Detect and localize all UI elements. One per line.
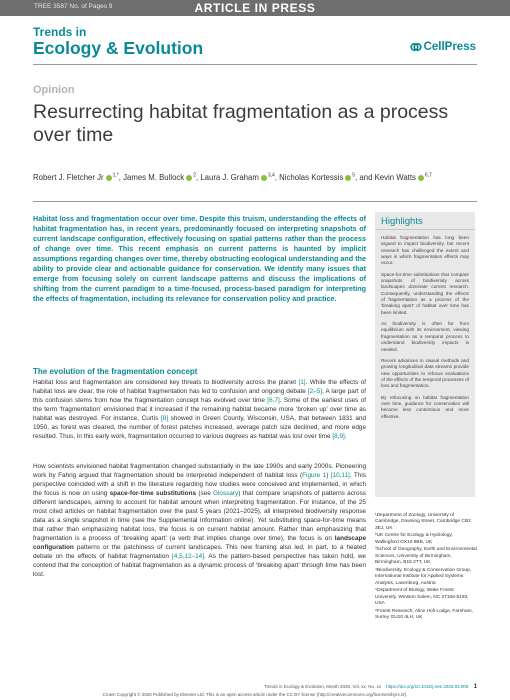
manuscript-id: TREE 3587 No. of Pages 9	[34, 3, 113, 10]
affiliation-item: ⁶Forest Research, Alice Holt Lodge, Farnham, Surrey GU10 4LH, UK	[375, 608, 473, 621]
footer-copyright: Crown Copyright © 2026 Published by Elsevier Ltd. This is an open access article under the CC BY license (http://creativecommons.org/licenses/by/4.0/).	[102, 692, 408, 697]
journal-name-line1: Trends in	[33, 25, 87, 39]
cellpress-icon	[410, 41, 422, 53]
citation-link[interactable]: [6,7]	[267, 396, 280, 404]
author-name: Kevin Watts	[374, 173, 416, 182]
author-separator: ,	[274, 173, 280, 182]
section-heading: The evolution of the fragmentation concept	[33, 367, 198, 376]
top-bar	[0, 0, 510, 16]
article-type: Opinion	[33, 84, 75, 96]
affiliation-item: ²UK Centre for Ecology & Hydrology, Wallingford OX10 8BB, UK	[375, 533, 453, 545]
body-text: How scientists envisioned habitat fragmentation changed substantially in the late 1990s and early 2000s. Pioneering work by Fahrig argued that fragmentation should be interpreted independent of habitat loss (	[33, 463, 366, 479]
footer-doi-link[interactable]: https://doi.org/10.1016/j.tree.2026.03.009	[386, 684, 469, 689]
body-text: (see	[196, 489, 214, 497]
author-affiliation-marker: 5	[352, 172, 356, 179]
page-footer	[33, 684, 477, 697]
body-text: . This perspective coincided with a shift in the literature regarding how studies were conceived and implemented, in which the focus is now on using	[33, 471, 366, 497]
affiliation-item: ³School of Geography, Earth and Environmental Sciences, University of Birmingham, Birmingham, B15 2TT, UK	[375, 547, 477, 566]
body-text: showed in Green County, Wisconsin, USA, that between 1831 and 1950, as forest was cleared, the number of forest patches increased, average patch size declined, and more edge resulted. Thus, in this early work, fragmentation occurred to various degrees as habitat was lost over time	[33, 414, 367, 440]
body-text: .	[344, 432, 347, 440]
abstract: Habitat loss and fragmentation occur over time. Despite this truism, understanding the effects of habitat fragmentation has, in recent years, predominantly focused on interpreting snapshots of current landscape configuration, effectively focusing on spatial patterns rather than the process of change over time. This recent emphasis on current patterns is haunted by implicit assumptions regarding changes over time, thereby obstructing ecological understanding and the ability to provide clear and actionable guidance for conservation. We identify many issues that emerge from focusing solely on current landscape patterns and discuss the implications of shifting from the current paradigm to a time-focused, process-based paradigm for interpreting the effects of fragmentation, including its relevance for conservation policy and practice.	[33, 214, 366, 303]
citation-link[interactable]: [8]	[160, 414, 169, 422]
body-paragraph-1	[33, 379, 366, 442]
author-separator: , and	[355, 173, 375, 182]
citation-link[interactable]: [1]	[298, 379, 306, 386]
author-name: Nicholas Kortessis	[279, 173, 344, 182]
body-text: Habitat loss and fragmentation are considered key threats to biodiversity across the planet	[33, 379, 299, 386]
body-text: . A large part of this confusion stems from how the fragmentation concept has evolved over time	[33, 387, 366, 404]
authors-divider	[33, 201, 477, 202]
affiliations	[375, 513, 477, 623]
body-text: ) that compare snapshots of patterns across different landscapes, aiming to account for habitat amount when interpreting fragmentation. For instance, of the 25 most cited articles on habitat fragmentation over the past 5 years (2021–2025), all interpreted biodiversity response data as a single snapshot in time (see the Supplemental Information online). Yet substituting space-for-time means that rather than emphasizing habitat loss, the focus is on current habitat amount. Rather than emphasizing that fragmentation is a process of ‘breaking apart’ (a verb that implies change over time), the focus is on	[33, 489, 366, 542]
orcid-icon[interactable]	[418, 175, 424, 181]
publisher-name: CellPress	[423, 41, 476, 53]
footer-citation: Trends in Ecology & Evolution, Month 2026, Vol. xx, No. xx	[263, 684, 382, 689]
journal-name	[33, 26, 203, 57]
highlights-heading: Highlights	[375, 212, 475, 230]
author-list	[33, 172, 477, 184]
author-affiliation-marker: 3,4	[267, 172, 275, 179]
body-text: patterns or the patchiness of current landscapes. This new framing also led, in part, to a heated debate on the effects of habitat fragmentation	[33, 543, 366, 560]
highlight-item: Space-for-time substitutions that compare snapshots of biodiversity across landscapes dominate current research. Consequently, understanding the effects of fragmentation as a process of the 'breaking apart' of habitat over time has been limited.	[381, 271, 469, 315]
author-name: Robert J. Fletcher Jr	[33, 173, 104, 182]
citation-link[interactable]: [8,9]	[332, 432, 345, 440]
highlight-item: By refocusing on habitat fragmentation over time, guidance for conservation will become less contentious and more effective.	[381, 394, 469, 419]
body-text: )	[326, 471, 331, 479]
body-text: . As the pattern-based perspective has taken hold, we contend that the conception of habitat fragmentation as a dynamic process of ‘breaking apart’ through time has been lost.	[33, 552, 366, 578]
header-divider	[33, 64, 477, 65]
body-text: . While the effects of habitat loss are clear, the role of habitat fragmentation has led to confusion and ongoing debate	[33, 379, 366, 395]
citation-link[interactable]: [10,11]	[330, 471, 350, 479]
affiliation-item: ⁴Biodiversity, Ecology & Conservation Group, International Institute for Applied Systems Analysis, Laxenburg, Austria	[375, 567, 472, 586]
article-status: ARTICLE IN PRESS	[194, 1, 316, 15]
citation-link[interactable]: Figure 1	[302, 471, 327, 479]
glossary-term: space-for-time substitutions	[109, 489, 197, 497]
author-affiliation-marker: 6,7	[424, 172, 432, 179]
citation-link[interactable]: [2–5]	[307, 387, 323, 395]
orcid-icon[interactable]	[186, 175, 192, 181]
highlight-item: Recent advances in causal methods and growing longitudinal data streams provide new opportunities to refocus evaluations of the effects of the temporal processes of loss and fragmentation.	[381, 357, 469, 389]
glossary-term: landscape configuration	[33, 534, 366, 551]
publisher-logo	[410, 41, 476, 53]
highlight-item: Habitat fragmentation has long been argued to impact biodiversity, but recent research has challenged the extent and ways in which fragmentation effects may occur.	[381, 235, 469, 266]
orcid-icon[interactable]	[106, 175, 112, 181]
author-separator: ,	[195, 173, 201, 182]
highlights-box	[375, 212, 475, 497]
body-text: . Some of the earliest uses of the term ‘fragmentation’ envisioned that it increased if the remaining habitat became more ‘broken up’ over time as habitat was destroyed. For instance, Curtis	[33, 396, 366, 422]
author-separator: ,	[118, 173, 124, 182]
journal-name-line2: Ecology & Evolution	[33, 37, 204, 58]
affiliation-item: ¹Department of Zoology, University of Cambridge, Downing Street, Cambridge CB2 3EJ, UK	[375, 513, 471, 531]
highlight-item: As biodiversity is often far from equilibrium with its environment, viewing fragmentation as a temporal process to understand biodiversity impacts is needed.	[381, 321, 469, 352]
article-title: Resurrecting habitat fragmentation as a process over time	[33, 101, 449, 147]
author-affiliation-marker: 1,*	[112, 172, 119, 179]
author-name: Laura J. Graham	[200, 173, 259, 182]
citation-link[interactable]: [4,5,12–14]	[172, 552, 204, 560]
page-number: 1	[473, 684, 477, 690]
orcid-icon[interactable]	[345, 175, 351, 181]
citation-link[interactable]: Glossary	[213, 489, 239, 497]
body-paragraph-2	[33, 463, 366, 580]
orcid-icon[interactable]	[261, 175, 267, 181]
author-name: James M. Bullock	[123, 173, 185, 182]
affiliation-item: ⁵Department of Biology, Wake Forest University, Winston Salem, NC 27106-5193, USA	[375, 588, 469, 607]
author-affiliation-marker: 2	[193, 172, 196, 179]
